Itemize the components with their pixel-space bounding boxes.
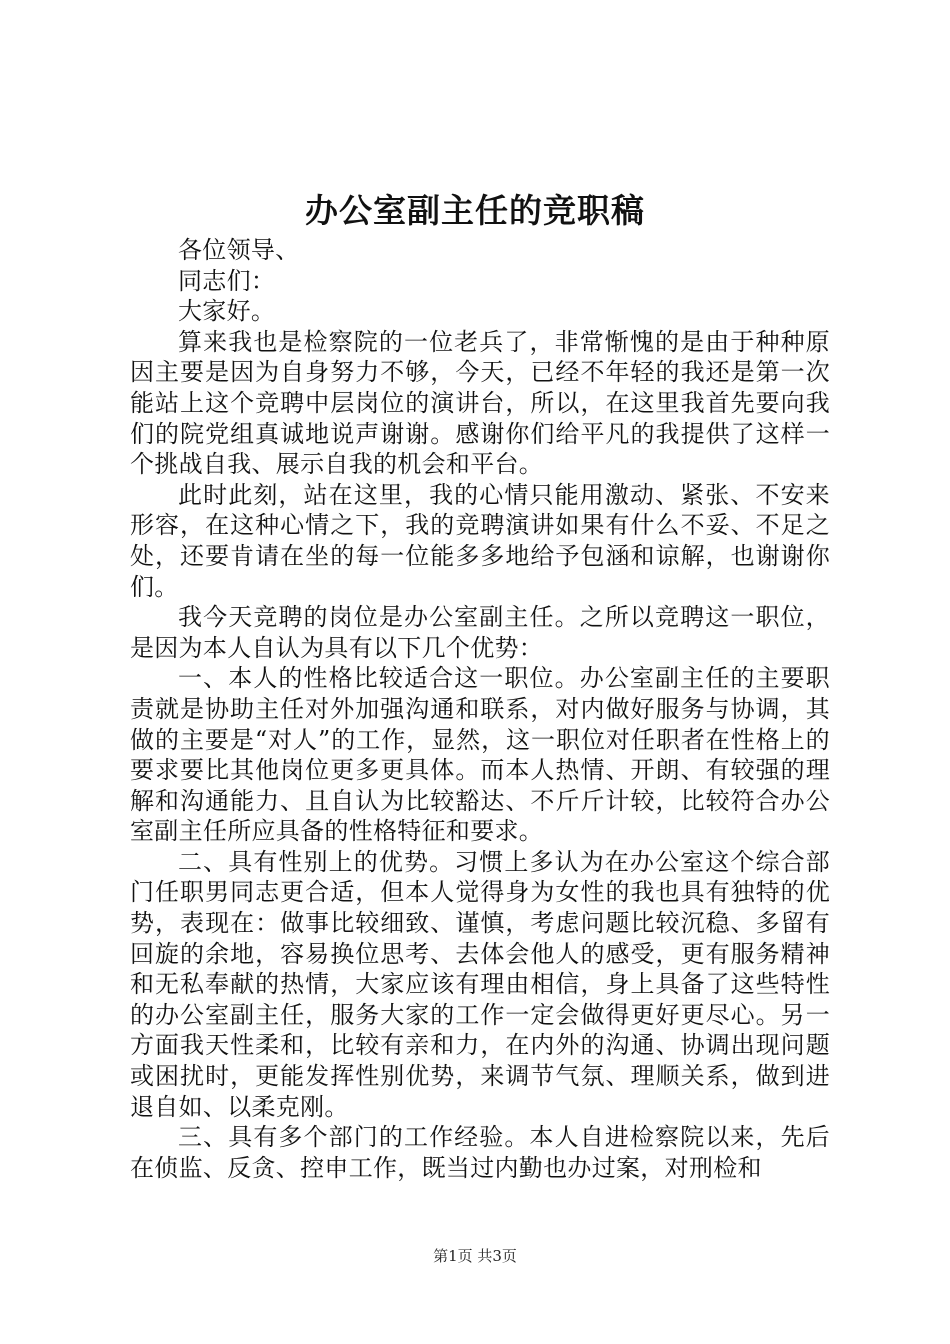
paragraph-salutation-2: 同志们： — [178, 266, 276, 295]
paragraph-salutation-1: 各位领导、 — [178, 236, 300, 264]
paragraph-advantage-1: 一、本人的性格比较适合这一职位。办公室副主任的主要职责就是协助主任对外加强沟通和联系，对内做好服务与协调，其做的主要是“对人”的工作，显然，这一职位对任职者在性格上的要求要比其他岗位更多更具体。而本人热情、开朗、有较强的理解和沟通能力、且自认为比较豁达、不斤斤计较，比较符合办公室副主任所应具备的性格特征和要求。 — [130, 664, 830, 846]
paragraph-introduction: 算来我也是检察院的一位老兵了，非常惭愧的是由于种种原因主要是因为自身努力不够，今天，已经不年轻的我还是第一次能站上这个竞聘中层岗位的演讲台，所以，在这里我首先要向我们的院党组真诚地说声谢谢。感谢你们给平凡的我提供了这样一个挑战自我、展示自我的机会和平台。 — [130, 327, 830, 479]
document-body — [130, 235, 830, 1183]
paragraph-greeting: 大家好。 — [178, 297, 276, 326]
document-title: 办公室副主任的竞职稿 — [305, 191, 645, 230]
paragraph-position: 我今天竞聘的岗位是办公室副主任。之所以竞聘这一职位，是因为本人自认为具有以下几个优势： — [130, 603, 830, 662]
paragraph-advantage-3: 三、具有多个部门的工作经验。本人自进检察院以来，先后在侦监、反贪、控申工作，既当过内勤也办过案，对刑检和 — [130, 1123, 830, 1182]
page-footer: 第1页 共3页 — [433, 1247, 517, 1265]
paragraph-advantage-2: 二、具有性别上的优势。习惯上多认为在办公室这个综合部门任职男同志更合适，但本人觉得身为女性的我也具有独特的优势，表现在：做事比较细致、谨慎，考虑问题比较沉稳、多留有回旋的余地，容易换位思考、去体会他人的感受，更有服务精神和无私奉献的热情，大家应该有理由相信，身上具备了这些特性的办公室副主任，服务大家的工作一定会做得更好更尽心。另一方面我天性柔和，比较有亲和力，在内外的沟通、协调出现问题或困扰时，更能发挥性别优势，来调节气氛、理顺关系，做到进退自如、以柔克刚。 — [130, 847, 830, 1121]
paragraph-feelings: 此时此刻，站在这里，我的心情只能用激动、紧张、不安来形容，在这种心情之下，我的竞聘演讲如果有什么不妥、不足之处，还要肯请在坐的每一位能多多地给予包涵和谅解，也谢谢你们。 — [130, 480, 830, 601]
